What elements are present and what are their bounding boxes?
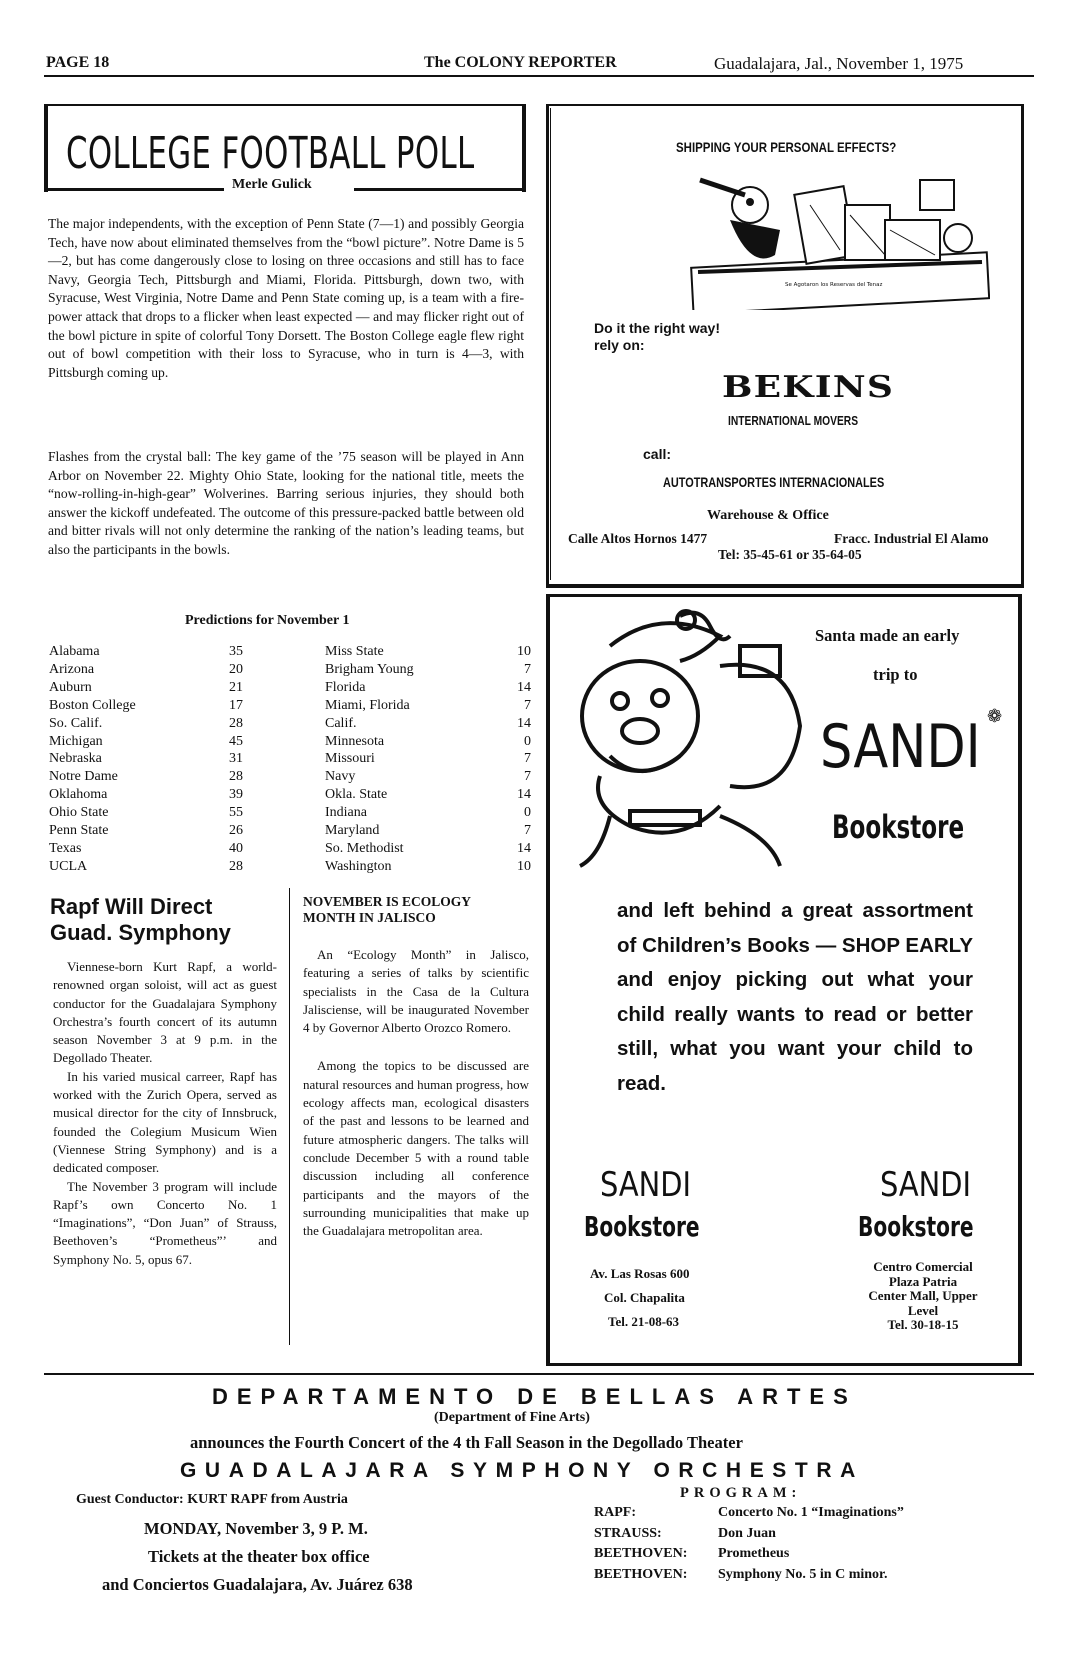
rapf-paragraph-2: In his varied musical carreer, Rapf has worked with the Zurich Opera, served as musical director for the city of Innsbruck, founded the Colegium Musicum Wien (Viennese String Symphony) and is a dedicated composer. [53,1068,277,1176]
ecology-headline-line-1: NOVEMBER IS ECOLOGY [303,894,472,909]
ticket-outlet: and Conciertos Guadalajara, Av. Juárez 638 [102,1575,413,1594]
right-store-line-4: Level [907,1302,939,1318]
ecology-headline [303,894,471,926]
rapf-headline-line-1: Rapf Will Direct [50,894,213,919]
score: 28 [229,769,243,785]
score: 20 [229,661,243,677]
predictions-table [49,643,531,876]
opponent-name: Miss State [325,644,384,659]
score: 35 [229,644,243,659]
sandi-body: and left behind a great assortment of Children’s Books — SHOP EARLY and enjoy picking out what your child really wants to read or better still, what you want your child to read. [617,899,973,1095]
program-title: PROGRAM: [680,1485,802,1501]
right-store-line-2: Plaza Patria [888,1273,958,1289]
prediction-row [49,768,531,786]
ecology-paragraph-1: An “Ecology Month” in Jalisco, featuring a series of talks by scientific specialists in the Casa de la Cultura Jalisciense, will be inaugurated November 4 by Governor Alberto Orozco Romero. [303,947,529,1036]
bellas-subtitle: (Department of Fine Arts) [434,1410,590,1425]
program-work: Concerto No. 1 “Imaginations” [718,1505,904,1521]
right-store-line-3: Center Mall, Upper [868,1288,978,1303]
bekins-tagline [594,320,720,354]
team-name: Nebraska [49,751,102,767]
team-name: Alabama [49,644,100,659]
opponent-score: 0 [524,805,531,821]
sandi-logo-right: SANDI [880,1165,972,1205]
sandi-bookstore-right: Bookstore [858,1210,974,1243]
bekins-tagline-line-2: rely on: [594,337,645,353]
page-number: PAGE 18 [46,54,110,71]
team-name: Penn State [49,823,109,839]
prediction-row [49,643,531,661]
dateline: Guadalajara, Jal., November 1, 1975 [714,54,964,73]
ticket-info: Tickets at the theater box office [148,1547,370,1566]
office-label: Warehouse & Office [707,508,829,523]
bekins-logo: BEKINS [722,370,895,405]
team-name: Notre Dame [49,769,118,785]
opponent-name: So. Methodist [325,840,404,856]
score: 28 [229,858,243,874]
score: 21 [229,679,243,695]
tel-or: or [796,547,809,562]
rapf-paragraph-3: The November 3 program will include Rapf’s own Concerto No. 1 “Imaginations”, “Don Juan” of Strauss, Beethoven’s “Prometheus”’ and Symphony No. 5, opus 67. [53,1178,277,1267]
left-store-line-1: Av. Las Rosas 600 [590,1266,690,1281]
rapf-article [53,958,277,1269]
company-name: AUTOTRANSPORTES INTERNACIONALES [663,474,885,490]
team-name: Boston College [49,697,136,713]
cartoon-figure [700,180,780,258]
opponent-score: 7 [524,661,531,677]
program-row [594,1503,904,1524]
opponent-name: Indiana [325,805,367,821]
score: 40 [229,840,243,856]
opponent-name: Maryland [325,823,380,839]
score: 55 [229,805,243,821]
opponent-name: Florida [325,679,366,695]
call-label: call: [643,446,672,462]
opponent-name: Okla. State [325,787,388,803]
predictions-title: Predictions for November 1 [185,613,350,628]
score: 39 [229,787,243,803]
prediction-row [49,822,531,840]
poll-box-left [44,104,48,192]
opponent-name: Washington [325,858,392,874]
tel-label: Tel: [718,547,741,562]
program-composer: STRAUSS: [594,1525,662,1541]
rapf-headline-line-2: Guad. Symphony [50,920,231,945]
prediction-row [49,858,531,876]
opponent-score: 10 [517,644,531,659]
bekins-phones [718,547,862,563]
opponent-name: Minnesota [325,733,385,749]
score: 31 [229,751,243,767]
bekins-tel-1: 35-45-61 [743,547,793,562]
team-name: Oklahoma [49,787,108,803]
left-store-address [590,1262,689,1334]
bekins-tel-2: 35-64-05 [812,547,862,562]
rapf-headline [50,894,231,946]
column-divider [289,888,290,1345]
bekins-address-1: Calle Altos Hornos 1477 [568,531,708,546]
newspaper-name: The COLONY REPORTER [424,54,617,71]
score: 45 [229,733,243,749]
team-name: Michigan [49,733,103,749]
program-work: Prometheus [718,1546,790,1562]
rapf-paragraph-1: Viennese-born Kurt Rapf, a world-renowned organ soloist, will act as guest conductor for the Guadalajara Symphony Orchestra’s fourth concert of its autumn season November 3 at 9 p.m. in the Degollado Theater. [53,959,277,1066]
sandi-intro-line-1: Santa made an early [815,626,960,645]
prediction-row [49,661,531,679]
score: 26 [229,823,243,839]
sandi-star-icon: ❁ [987,706,1003,726]
bellas-announcement: announces the Fourth Concert of the 4 th Fall Season in the Degollado Theater [190,1433,743,1452]
program-composer: BEETHOVEN: [594,1566,688,1582]
score: 17 [229,697,243,713]
bellas-top-rule [44,1373,1034,1375]
team-name: Arizona [49,661,95,677]
program-composer: BEETHOVEN: [594,1546,688,1562]
opponent-score: 0 [524,733,531,749]
prediction-row [49,697,531,715]
team-name: Texas [49,840,82,856]
sandi-bookstore-left: Bookstore [584,1210,700,1243]
sandi-logo-left: SANDI [600,1165,692,1205]
right-store-address [848,1260,998,1333]
crate-pile [794,180,972,264]
opponent-score: 10 [517,858,531,874]
left-store-line-2: Col. Chapalita [604,1290,685,1305]
ecology-paragraph-2: Among the topics to be discussed are natural resources and human progress, how ecology affects man, ecological disasters of the past and lessons to be learned and future atmospheric dangers. The talks will conclude December 5 with a round table discussion including all conference participants and the mayors of the surrounding municipalities that make up the Guadalajara metropolitan area. [303,1058,529,1239]
bellas-title: DEPARTAMENTO DE BELLAS ARTES [212,1384,857,1409]
moving-cartoon [690,160,990,310]
header-rule [44,75,1034,77]
prediction-row [49,750,531,768]
poll-box-top [44,104,526,106]
right-store-line-1: Centro Comercial [873,1259,973,1274]
right-store-line-5: Tel. 30-18-15 [887,1317,959,1332]
program-composer: RAPF: [594,1505,636,1521]
program-row [594,1524,904,1545]
bekins-headline: SHIPPING YOUR PERSONAL EFFECTS? [676,139,897,155]
program-work: Don Juan [718,1525,776,1541]
poll-title: COLLEGE FOOTBALL POLL [66,128,475,179]
opponent-score: 7 [524,769,531,785]
program-row [594,1565,904,1586]
opponent-name: Brigham Young [325,661,414,677]
santa-illustration [570,606,810,886]
left-store-line-3: Tel. 21-08-63 [608,1314,680,1329]
opponent-score: 7 [524,751,531,767]
byline-rule-left [48,188,224,191]
opponent-score: 14 [517,840,531,856]
poll-paragraph-1: The major independents, with the exception of Penn State (7—1) and possibly Georgia Tech, have now about eliminated themselves from the “bowl picture”. Notre Dame is 5—2, but has come dangerously close to losing on three occasions and still has to face Navy, Georgia Tech, Pittsburgh and Miami, Florida. Pittsburgh, down two, with Syracuse, West Virginia, Notre Dame and Penn State coming up, is a team with a fire-power attack that drops to a flicker when least expected — and may flicker right out of the bowl picture in spite of colorful Tony Dorsett. The Boston College eagle flew right out of bowl competition with their loss to Syracuse, who in turn is 4—3, with Pittsburgh coming up. [48,216,524,380]
program-row [594,1544,904,1565]
opponent-score: 14 [517,715,531,731]
prediction-row [49,679,531,697]
team-name: So. Calif. [49,715,103,731]
prediction-row [49,733,531,751]
illustration-caption: Se Agotaron los Reservas del Tenaz [785,282,883,288]
opponent-score: 14 [517,679,531,695]
team-name: Auburn [49,679,92,695]
opponent-name: Navy [325,769,356,785]
sandi-bookstore-label: Bookstore [832,808,965,846]
poll-box-right [522,104,526,192]
ecology-article [303,946,529,1240]
sandi-logo: SANDI [820,712,981,782]
opponent-score: 7 [524,697,531,713]
orchestra-name: GUADALAJARA SYMPHONY ORCHESTRA [180,1459,864,1482]
byline: Merle Gulick [232,177,312,192]
bekins-address-2: Fracc. Industrial El Alamo [834,531,989,546]
prediction-row [49,804,531,822]
prediction-row [49,715,531,733]
guest-conductor: Guest Conductor: KURT RAPF from Austria [76,1492,348,1507]
bekins-subtitle: INTERNATIONAL MOVERS [728,414,859,428]
concert-date: MONDAY, November 3, 9 P. M. [144,1519,368,1538]
program-list [594,1503,904,1585]
ecology-headline-line-2: MONTH IN JALISCO [303,910,436,925]
santa-drawing [580,611,800,866]
byline-rule-right [354,188,524,191]
score: 28 [229,715,243,731]
opponent-name: Calif. [325,715,357,731]
sandi-intro-line-2: trip to [873,665,918,684]
opponent-score: 7 [524,823,531,839]
program-work: Symphony No. 5 in C minor. [718,1566,888,1582]
opponent-name: Miami, Florida [325,697,410,713]
bekins-tagline-line-1: Do it the right way! [594,320,720,336]
prediction-row [49,786,531,804]
prediction-row [49,840,531,858]
poll-paragraph-2: Flashes from the crystal ball: The key game of the ’75 season will be played in Ann Arbor on November 22. Mighty Ohio State, looking for the national title, meets the “now-rolling-in-high-gear” Wolverines. Barring serious injuries, they should both answer the kickoff undefeated. The outcome of this pressure-packed battle between old and bitter rivals will not only determine the ranking of the nation’s leading teams, but also the participants in the bowls. [48,449,524,557]
opponent-name: Missouri [325,751,375,767]
team-name: Ohio State [49,805,109,821]
opponent-score: 14 [517,787,531,803]
team-name: UCLA [49,858,88,874]
